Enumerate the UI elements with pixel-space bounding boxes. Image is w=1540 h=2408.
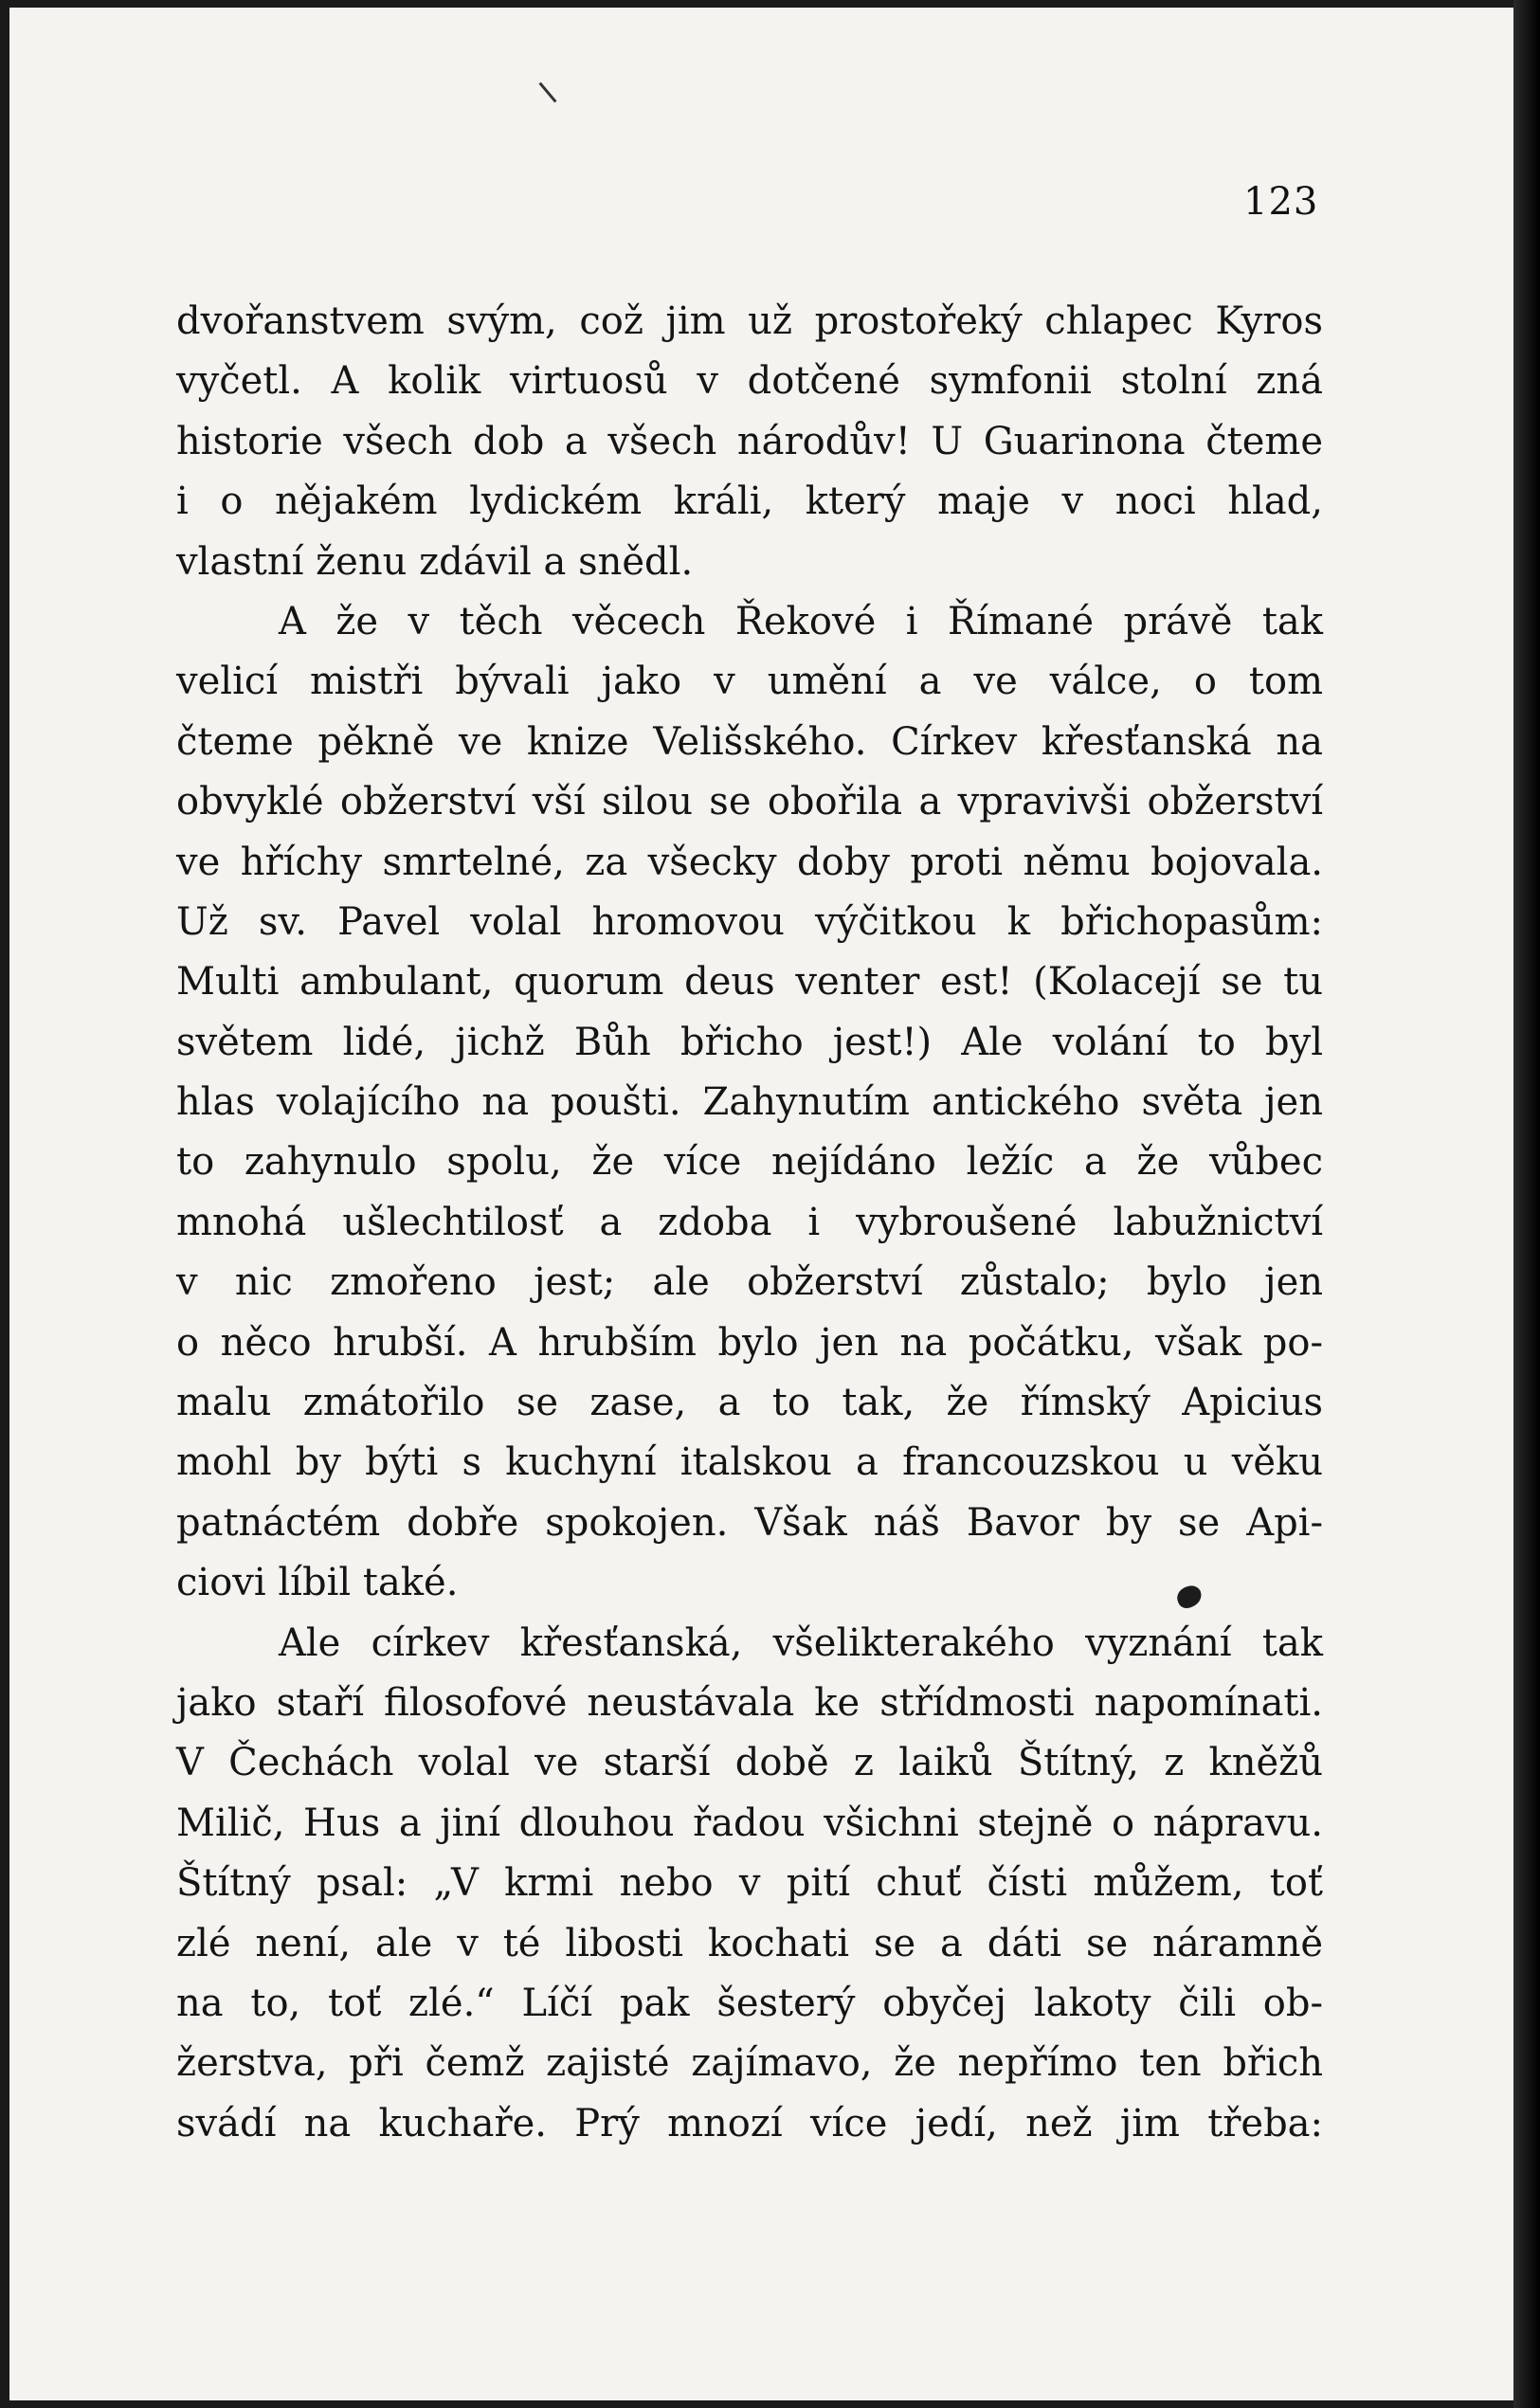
text-line: dvořanstvem svým, což jim už prostořeký chlapec Kyros [176,299,1323,343]
text-line: o něco hrubší. A hrubším bylo jen na počátku, však po- [176,1320,1323,1365]
text-line: hlas volajícího na poušti. Zahynutím antického světa jen [176,1080,1323,1125]
body-text [176,292,1323,2154]
text-line: malu zmátořilo se zase, a to tak, že římský Apicius [176,1381,1323,1425]
text-line: A že v těch věcech Řekové i Římané právě tak [279,599,1323,643]
text-line: čteme pěkně ve knize Velišského. Církev křesťanská na [176,719,1323,764]
text-line: i o nějakém lydickém králi, který maje v noci hlad, [176,480,1323,524]
text-line: ve hříchy smrtelné, za všecky doby proti němu bojovala. [176,840,1323,884]
text-line: ciovi líbil také. [176,1561,459,1605]
text-line: v nic zmořeno jest; ale obžerství zůstalo; bylo jen [176,1260,1323,1305]
text-line: V Čechách volal ve starší době z laiků Štítný, z kněžů [176,1741,1323,1785]
text-line: Už sv. Pavel volal hromovou výčitkou k břichopasům: [176,899,1323,944]
text-line: vlastní ženu zdávil a snědl. [176,539,694,584]
text-line: světem lidé, jichž Bůh břicho jest!) Ale volání to byl [176,1020,1323,1064]
text-line: žerstva, při čemž zajisté zajímavo, že nepřímo ten břich [176,2041,1323,2086]
text-line: velicí mistři bývali jako v umění a ve válce, o tom [176,660,1323,704]
text-line: vyčetl. A kolik virtuosů v dotčené symfonii stolní zná [176,359,1323,404]
text-line: zlé není, ale v té libosti kochati se a dáti se náramně [176,1921,1323,1965]
text-line: jako staří filosofové neustávala ke střídmosti napomínati. [176,1680,1323,1725]
text-line: mohl by býti s kuchyní italskou a francouzskou u věku [176,1440,1323,1485]
text-line: Ale církev křesťanská, všelikterakého vyznání tak [279,1620,1323,1665]
text-line: Multi ambulant, quorum deus venter est! (Kolacejí se tu [176,960,1323,1005]
text-line: historie všech dob a všech národův! U Guarinona čteme [176,419,1323,463]
text-line: obvyklé obžerství vší silou se obořila a vpravivši obžerství [176,780,1323,824]
text-line: Štítný psal: „V krmi nebo v pití chuť čísti můžem, toť [176,1861,1323,1906]
text-line: to zahynulo spolu, že více nejídáno ležíc a že vůbec [176,1140,1323,1185]
text-line: svádí na kuchaře. Prý mnozí více jedí, než jim třeba: [176,2101,1323,2145]
text-line: na to, toť zlé.“ Líčí pak šesterý obyčej lakoty čili ob- [176,1981,1323,2025]
book-page [9,8,1521,2400]
text-line: Milič, Hus a jiní dlouhou řadou všichni stejně o nápravu. [176,1801,1323,1845]
stray-mark [538,82,556,103]
text-line: patnáctém dobře spokojen. Však náš Bavor by se Api- [176,1500,1323,1545]
page-number: 123 [1243,180,1319,224]
scan-edge [1513,0,1540,2408]
text-line: mnohá ušlechtilosť a zdoba i vybroušené labužnictví [176,1200,1323,1244]
